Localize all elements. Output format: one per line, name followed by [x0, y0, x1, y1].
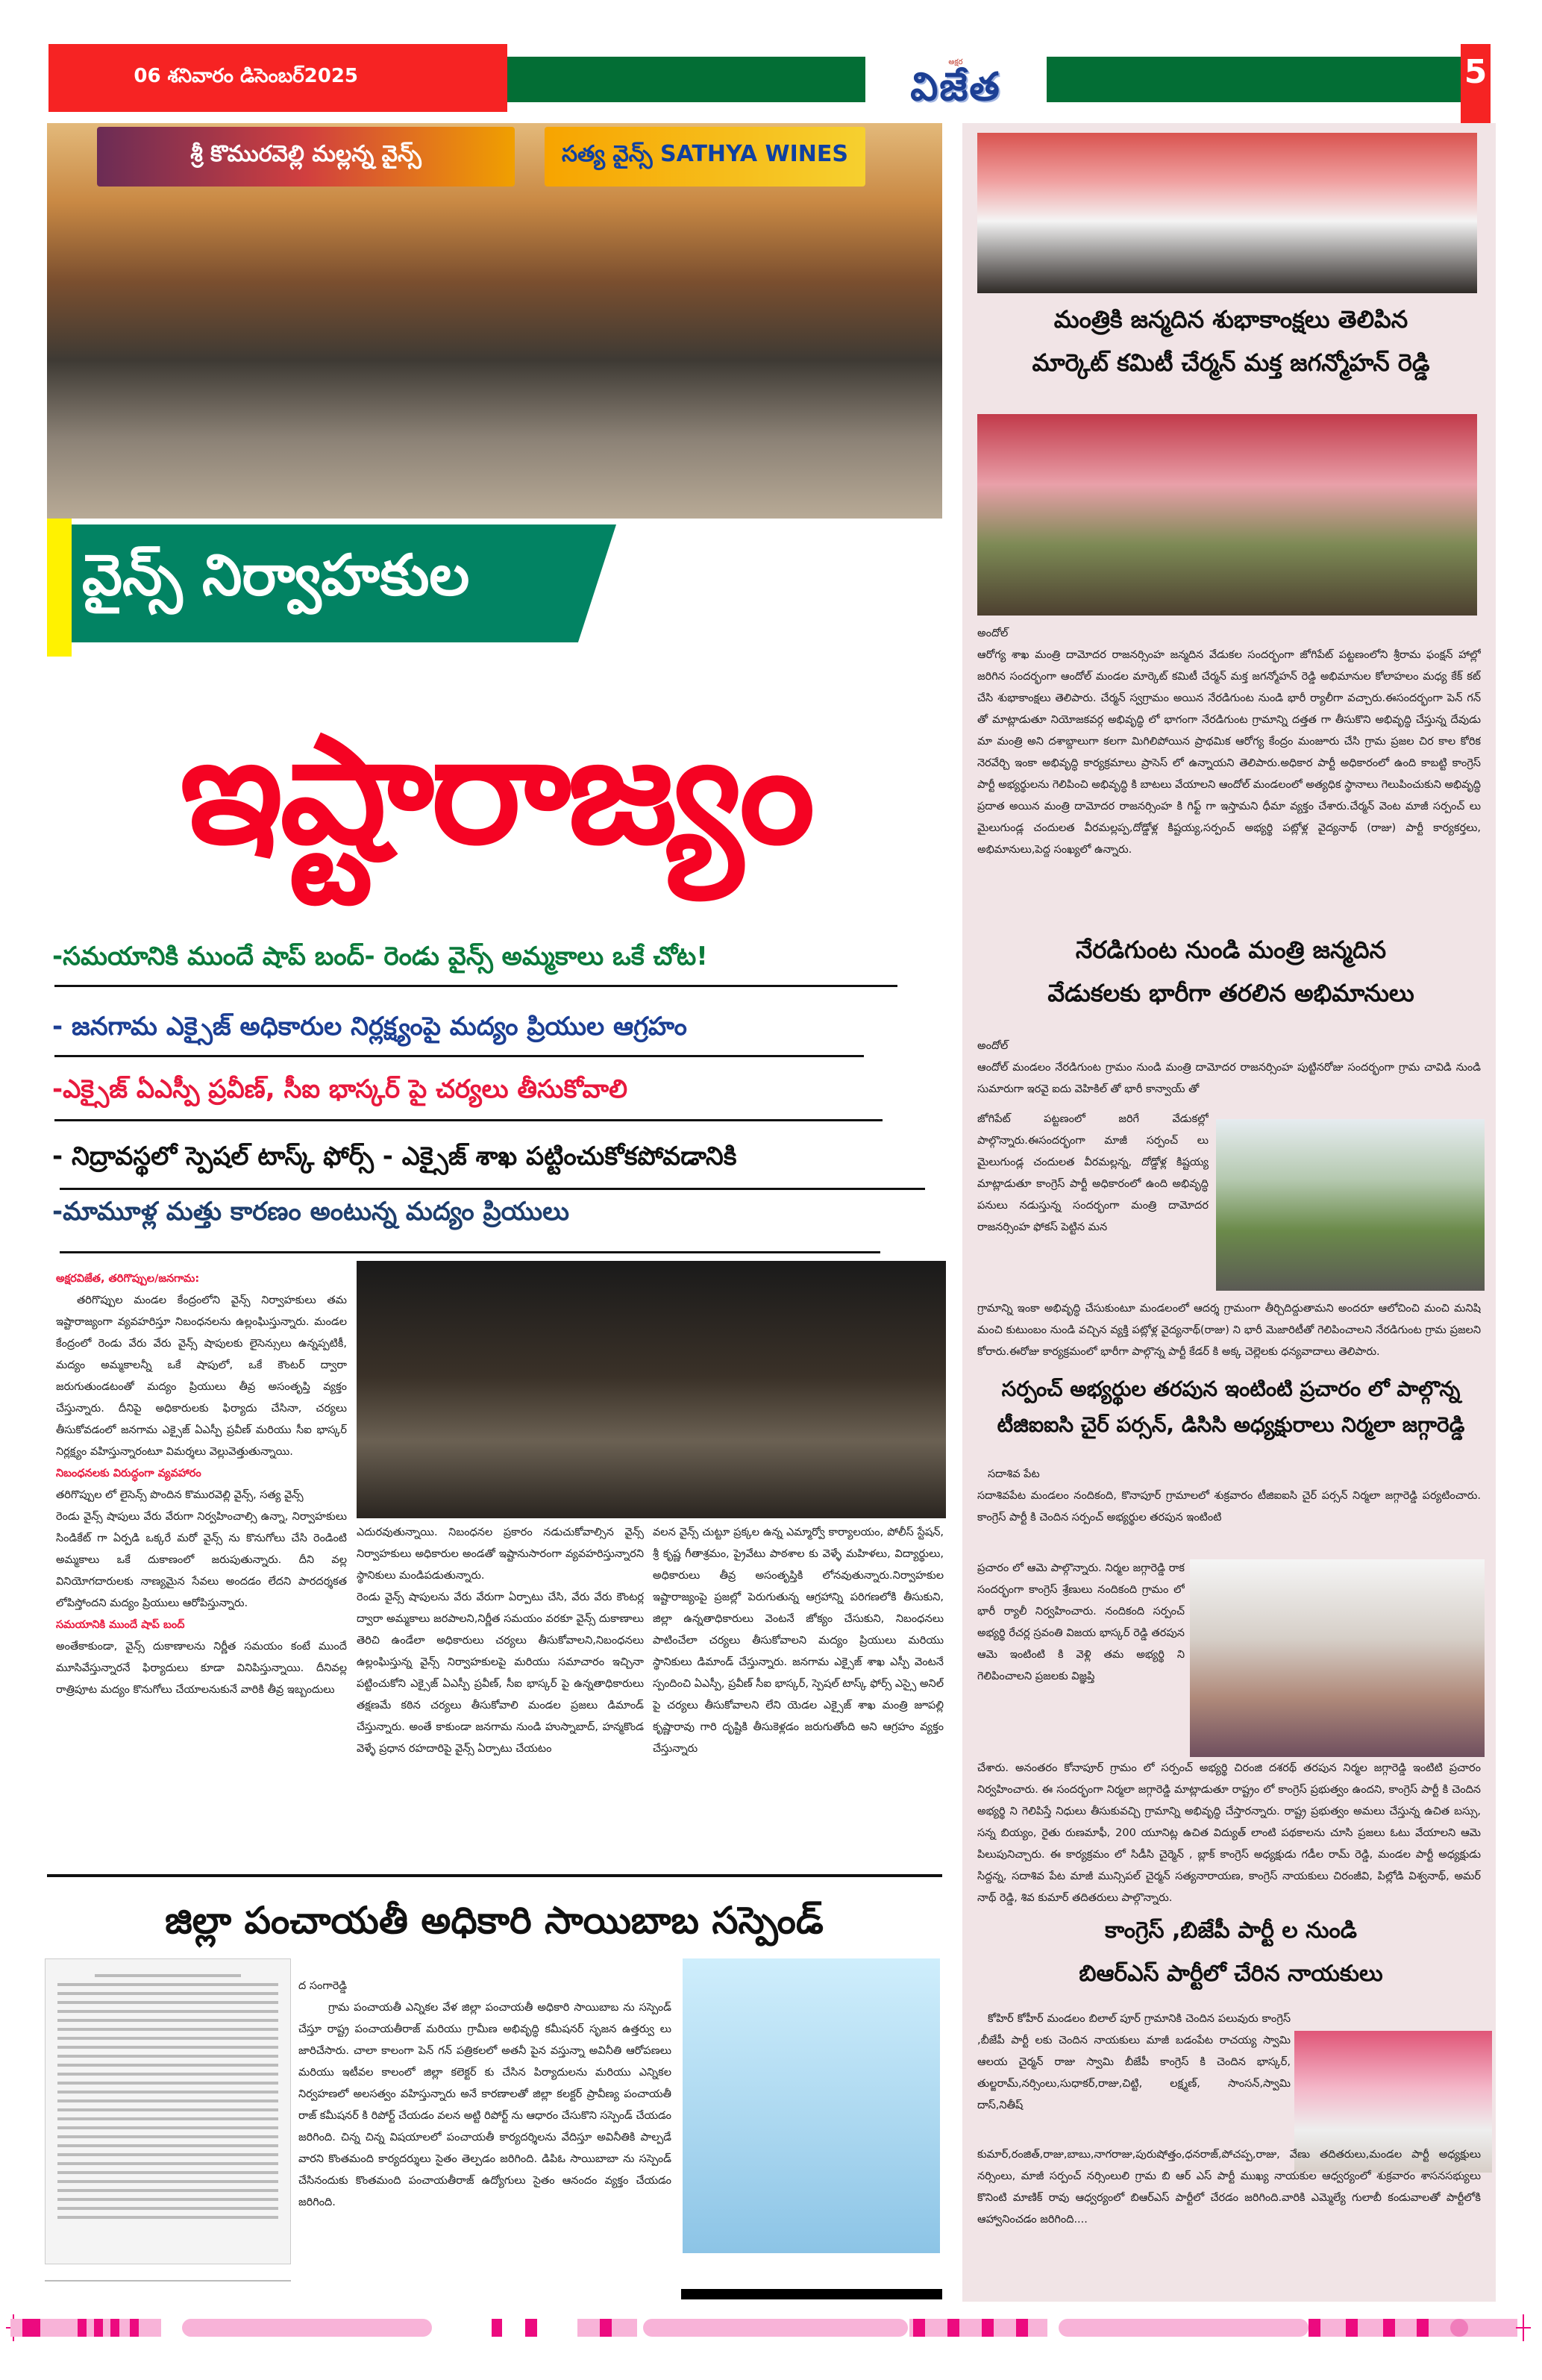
- wine-shop-night-photo: [357, 1261, 946, 1518]
- main-story-column-1: [56, 1268, 347, 1865]
- suspend-story-body: [298, 1976, 671, 2289]
- paragraph: తరిగొప్పుల మండల కేంద్రంలోని వైన్స్ నిర్వాహకులు తమ ఇష్టారాజ్యంగా వ్యవహరిస్తూ నిబంధనలను ఉల్లంఘిస్తున్నారు. మండల కేంద్రంలో రెండు వేరు వేరు వైన్స్ షాపులకు లైసెన్సులు ఉన్నప్పటికీ, మద్యం అమ్మకాలన్నీ ఒకే షాపులో, ఒకే కౌంటర్ ద్వారా జరుగుతుండటంతో మద్యం ప్రియులు తీవ్ర అసంతృప్తి వ్యక్తం చేస్తున్నారు. దీనిపై అధికారులకు ఫిర్యాదు చేసినా, చర్యలు తీసుకోవడంలో జనగామ ఎక్సైజ్ ఏఎస్పీ ప్రవీణ్ మరియు సీఐ భాస్కర్ నిర్లక్ష్యం వహిస్తున్నారంటూ విమర్శలు వెల్లువెత్తుతున్నాయి.: [56, 1294, 347, 1458]
- story2-body-bottom: [977, 1298, 1481, 1369]
- dateline: ద సంగారెడ్డి: [298, 1980, 348, 1992]
- story2-headline-line1: నేరడిగుంట నుండి మంత్రి జన్మదిన: [1075, 936, 1387, 964]
- suspend-headline: జిల్లా పంచాయతీ అధికారి సాయిబాబ సస్పెండ్: [165, 1899, 824, 1942]
- story2-body-top: [977, 1036, 1481, 1110]
- convoy-rally-photo: [1216, 1119, 1485, 1291]
- subhead-rule: [60, 1188, 925, 1190]
- story3-headline-line2: టీజిఐఐసి చైర్ పర్సన్, డిసిసి అధ్యక్షురాలు నిర్మలా జగ్గారెడ్డి: [997, 1412, 1465, 1437]
- section-divider: [47, 1874, 942, 1877]
- dateline: అక్షరవిజేత, తరిగొప్పుల/జనగామ:: [56, 1273, 200, 1285]
- market-committee-greetings-photo: [977, 133, 1477, 293]
- masthead-green-bar-left: [507, 57, 865, 102]
- paragraph: అంతేకాకుండా, వైన్స్ దుకాణాలను నిర్ణీత సమయం కంటే ముందే మూసివేస్తున్నారనే ఫిర్యాదులు కూడా వినిపిస్తున్నాయి. దీనివల్ల రాత్రిపూట మద్యం కొనుగోలు చేయాలనుకునే వారికి తీవ్ర ఇబ్బందులు: [56, 1641, 347, 1696]
- paragraph: రెండు వైన్స్ షాపులను వేరు వేరుగా ఏర్పాటు చేసి, వేరు వేరు కౌంటర్ల ద్వారా అమ్మకాలు జరపాలని,నిర్ణీత సమయం వరకూ వైన్స్ దుకాణాలు తెరిచి ఉండేలా అధికారులు చర్యలు తీసుకోవాలని,నిబంధనలు ఉల్లంఘిస్తున్న వైన్స్ నిర్వాహకులపై మరియు సమాచారం ఇచ్చినా పట్టించుకోని ఎక్సైజ్ ఏఎస్పీ ప్రవీణ్, సీఐ భాస్కర్ పై ఉన్నతాధికారులు తక్షణమే కఠిన చర్యలు తీసుకోవాలి మండల ప్రజలు డిమాండ్ చేస్తున్నారు. అంతే కాకుండా జనగామ నుండి హుస్నాబాద్, హన్మకొండ వెళ్ళే ప్రధాన రహదారిపై వైన్స్ ఏర్పాటు చేయటం: [357, 1591, 644, 1755]
- shop-sign-1: శ్రీ కొమురవెల్లి మల్లన్న వైన్స్: [97, 127, 515, 187]
- story4-body-wrap: [977, 2008, 1291, 2143]
- paragraph: ఆరోగ్య శాఖ మంత్రి దామోదర రాజనర్సింహ జన్మదిన వేడుకల సందర్భంగా జోగిపేట్ పట్టణంలోని శ్రీరామ ఫంక్షన్ హాల్లో జరిగిన సందర్భంగా ఆందోల్ మండల మార్కెట్ కమిటీ చేర్మన్ మక్త జగన్మోహన్ రెడ్డి అభిమానుల కోలాహలం మధ్య కేక్ కట్ చేసి శుభాకాంక్షలు తెలిపారు. చేర్మన్ స్వగ్రామం అయిన నేరడిగుంట నుండి భారీ ర్యాలీగా వచ్చారు.ఈసందర్భంగా పెన్ గన్ తో మాట్లాడుతూ నియోజకవర్గ అభివృద్ధి లో భాగంగా నేరడిగుంట గ్రామాన్ని దత్తత గా తీసుకొని అభివృద్ధి చేస్తున్న దేవుడు మా మంత్రి అని దశాబ్దాలుగా కలగా మిగిలిపోయిన ప్రాథమిక ఆరోగ్య కేంద్రం మంజూరు చేసి గ్రామ ప్రజల చిర కాల కోరిక నెరవేర్చి ఇంకా అభివృద్ధి కార్యక్రమాలు ప్రాసెస్ లో ఉన్నాయని తెలిపారు.అధికార పార్టీ అధికారంలో ఉంది కాబట్టి కాంగ్రెస్ పార్టీ అభ్యర్థులను గెలిపించి అభివృద్ధి కి బాటలు వేయాలని ఆందోల్ మండలంలో అత్యధిక స్థానాలు గెలుపించుకుని అభివృద్ధి ప్రదాత అయిన మంత్రి దామోదర రాజనర్సింహ కి గిఫ్ట్ గా ఇస్తామని ధీమా వ్యక్తం చేశారు.చేర్మన్ వెంట మాజీ సర్పంచ్ లు మైలుగుండ్ల చందులత వీరమల్లప్ప,దోడ్డోళ్ల కిష్టయ్య,సర్పంచ్ అభ్యర్థి పట్లోళ్ల వైద్యనాథ్ (రాజు) పార్టీ కార్యకర్తలు, అభిమానులు,పెద్ద సంఖ్యలో ఉన్నారు.: [977, 649, 1481, 856]
- photo-caption-bar: [681, 2289, 942, 2299]
- masthead-green-bar-right: [1047, 57, 1461, 102]
- kicker-accent-strip: [47, 519, 72, 657]
- story3-body-top: [977, 1464, 1481, 1557]
- subhead-4: - నిద్రావస్థలో స్పెషల్ టాస్క్ ఫోర్స్ - ఎక్సైజ్ శాఖ పట్టించుకోకపోవడానికి: [52, 1142, 737, 1171]
- paragraph: జోగిపేట్ పట్టణంలో జరిగే వేడుకల్లో పాల్గొన్నారు.ఈసందర్భంగా మాజీ సర్పంచ్ లు మైలుగుండ్ల చందులత వీరమల్లన్న, దోడ్డోళ్ల కిష్టయ్య మాట్లాడుతూ కాంగ్రెస్ పార్టీ అధికారంలో ఉంది అభివృద్ధి పనులు నడుస్తున్న సందర్భంగా మంత్రి దామోదర రాజనర్సింహ ఫోకస్ పెట్టిన మన: [977, 1113, 1209, 1233]
- birthday-celebration-photo: [977, 414, 1477, 616]
- main-story-column-3: [653, 1522, 944, 1865]
- paragraph: తరిగొప్పుల లో లైసెన్స్ పొందిన కొమురవెల్లి వైన్స్, సత్య వైన్స్: [56, 1489, 304, 1501]
- subhead-1: -సమయానికి ముందే షాప్ బంద్- రెండు వైన్స్ అమ్మకాలు ఒకే చోట!: [52, 942, 708, 971]
- story2-headline-line2: వేడుకలకు భారీగా తరలిన అభిమానులు: [1047, 979, 1414, 1007]
- document-underline: [45, 2280, 291, 2282]
- story3-body-wrap: [977, 1558, 1185, 1753]
- story1-headline-line1: మంత్రికి జన్మదిన శుభాకాంక్షలు తెలిపిన: [1053, 305, 1408, 333]
- story3-body-bottom: [977, 1758, 1481, 1907]
- page-number: 5: [1461, 44, 1491, 125]
- subhead-rule: [54, 1055, 864, 1057]
- story3-headline-line1: సర్పంచ్ అభ్యర్థుల తరపున ఇంటింటి ప్రచారం లో పాల్గొన్న: [1001, 1377, 1461, 1401]
- subhead-rule: [60, 1251, 880, 1253]
- main-story-column-2: [357, 1522, 644, 1865]
- subhead-rule: [54, 985, 897, 987]
- official-portrait-photo: [683, 1958, 940, 2253]
- story4-headline-line2: బిఆర్ఎస్ పార్టీలో చేరిన నాయకులు: [1079, 1961, 1383, 1987]
- subhead-5: -మామూళ్ల మత్తు కారణం అంటున్న మద్యం ప్రియులు: [52, 1197, 570, 1227]
- story2-body-wrap: [977, 1109, 1209, 1297]
- paragraph: సదాశివపేట మండలం నందికంది, కొనాపూర్ గ్రామాలలో శుక్రవారం టీజిఐఐసి చైర్ పర్సన్ నిర్మలా జగ్గారెడ్డి పర్యటించారు. కాంగ్రెస్ పార్టీ కి చెందిన సర్పంచ్ అభ్యర్థుల తరపున ఇంటింటి: [977, 1490, 1481, 1523]
- story1-headline-line2: మార్కెట్ కమిటీ చేర్మన్ మక్త జగన్మోహన్ రెడ్డి: [1032, 348, 1430, 377]
- shop-sign-2: సత్య వైన్స్ SATHYA WINES: [545, 127, 865, 187]
- crosshead: సమయానికి ముందే షాప్ బంద్: [56, 1619, 185, 1631]
- dateline: సదాశివ పేట: [988, 1468, 1040, 1480]
- paragraph: రెండు వైన్స్ షాపులు వేరు వేరుగా నిర్వహించాల్సి ఉన్నా, నిర్వాహకులు సిండికేట్ గా ఏర్పడి ఒక్కరే మరో వైన్స్ ను కొనుగోలు చేసి రెండింటి అమ్మకాలు ఒకే దుకాణంలో జరుపుతున్నారు. దీని వల్ల వినియోగదారులకు నాణ్యమైన సేవలు అందడం లేదని పారదర్శకత లోపిస్తోందని మద్యం ప్రియులు ఆరోపిస్తున్నారు.: [56, 1511, 347, 1609]
- issue-date: 06 శనివారం డిసెంబర్2025: [48, 44, 507, 112]
- door-to-door-campaign-photo: [1190, 1559, 1485, 1757]
- story1-body: [977, 623, 1481, 921]
- paragraph: కోహిర్ కోహీర్ మండలం బిలాల్ పూర్ గ్రామానికి చెందిన పలువురు కాంగ్రెస్ ,బీజేపీ పార్టీ లకు చెందిన నాయకులు మాజీ బడంపేట రాచయ్య స్వామి ఆలయ చైర్మన్ రాజు స్వామి బీజేపీ కాంగ్రెస్ కి చెందిన భాస్కర్, తుల్జరామ్,నర్సింలు,సుధాకర్,రాజు,చిట్టి, లక్ష్మణ్, సాంసన్,స్వామి దాస్,నితీష్: [977, 2013, 1291, 2111]
- dateline: అందోల్: [977, 1040, 1009, 1052]
- paragraph: ఆందోల్ మండలం నేరడిగుంట గ్రామం నుండి మంత్రి దామోదర రాజనర్సింహ పుట్టినరోజు సందర్భంగా గ్రామ చావిడి నుండి సుమారుగా ఇరవై ఐదు వెహికిల్ తో భారీ కాన్వాయ్ తో: [977, 1062, 1481, 1095]
- story4-headline-line1: కాంగ్రెస్ ,బిజేపీ పార్టీ ల నుండి: [1105, 1917, 1357, 1944]
- main-headline: ఇష్టారాజ్యం: [180, 707, 812, 874]
- suspension-order-document: [45, 1958, 291, 2264]
- bottom-decorative-bar: [10, 2319, 1532, 2337]
- paragraph: ఎదురవుతున్నాయి. నిబంధనల ప్రకారం నడుచుకోవాల్సిన వైన్స్ నిర్వాహకులు అధికారుల అండతో ఇష్టానుసారంగా వ్యవహరిస్తున్నారని స్థానికులు మండిపడుతున్నారు.: [357, 1526, 644, 1582]
- subhead-2: - జనగామ ఎక్సైజ్ అధికారుల నిర్లక్ష్యంపై మద్యం ప్రియుల ఆగ్రహం: [52, 1012, 687, 1042]
- subhead-rule: [54, 1119, 883, 1121]
- paragraph: చేశారు. అనంతరం కోనాపూర్ గ్రామం లో సర్పంచ్ అభ్యర్థి చిరంజి దశరథ్ తరపున నిర్మల జగ్గారెడ్డి ఇంటిటి ప్రచారం నిర్వహించారు. ఈ సందర్భంగా నిర్మలా జగ్గారెడ్డి మాట్లాడుతూ రాష్ట్రం లో కాంగ్రెస్ ప్రభుత్వం ఉందని, కాంగ్రెస్ పార్టీ కి చెందిన అభ్యర్థి ని గెలిపిస్తే నిధులు తీసుకువచ్చి గ్రామాన్ని అభివృద్ధి చేస్తారన్నారు. రాష్ట్ర ప్రభుత్వం అమలు చేస్తున్న ఉచిత బస్సు, సన్న బియ్యం, రైతు రుణమాఫీ, 200 యూనిట్ల ఉచిత విద్యుత్ లాంటి పథకాలను చూసి ప్రజలు ఓటు వేయాలని ఆమె పిలుపునిచ్చారు. ఈ కార్యక్రమం లో సిడీసి చైర్మెన్ , బ్లాక్ కాంగ్రెస్ అధ్యక్షుడు గడీల రామ్ రెడ్డి, మండల పార్టీ అధ్యక్షుడు సిద్దన్న, సదాశివ పేట మాజీ మున్సిపల్ చైర్మన్ సత్యనారాయణ, కాంగ్రెస్ నాయకులు చిరంజీవి, పిల్లోడి విశ్వనాథ్, అమర్ నాథ్ రెడ్డి, శివ కుమార్ తదితరులు పాల్గొన్నారు.: [977, 1762, 1481, 1904]
- kicker-text: వైన్స్ నిర్వాహకుల: [82, 542, 470, 608]
- paragraph: గ్రామాన్ని ఇంకా అభివృద్ధి చేసుకుంటూ మండలంలో ఆదర్శ గ్రామంగా తీర్చిదిద్దుతామని అందరూ ఆలోచించి మంచి మనిషి మంచి కుటుంబం నుండి వచ్చిన వ్యక్తి పట్లోళ్ల వైద్యనాథ్(రాజు) ని భారీ మెజారిటీతో గెలిపించాలని నేరడిగుంట గ్రామ ప్రజలని కోరారు.ఈరోజు కార్యక్రమంలో భారీగా పాల్గొన్న పార్టీ కేడర్ కి అక్క చెల్లెలకు ధన్యవాదాలు తెలిపారు.: [977, 1303, 1481, 1358]
- logo-title: విజేత: [910, 65, 1001, 110]
- crosshead: నిబంధనలకు విరుద్ధంగా వ్యవహారం: [56, 1468, 201, 1479]
- subhead-3: -ఎక్సైజ్ ఏఎస్పీ ప్రవీణ్, సీఐ భాస్కర్ పై చర్యలు తీసుకోవాలి: [52, 1074, 628, 1104]
- paragraph: ప్రచారం లో ఆమె పాల్గొన్నారు. నిర్మల జగ్గారెడ్డి రాక సందర్భంగా కాంగ్రెస్ శ్రేణులు నందికంది గ్రామం లో భారీ ర్యాలీ నిర్వహించారు. నందికంది సర్పంచ్ అభ్యర్థి రేచర్ల స్రవంతి విజయ భాస్కర్ రెడ్డి తరపున ఆమె ఇంటింటి కి వెళ్లి తమ అభ్యర్థి ని గెలిపించాలని ప్రజలకు విజ్ఞప్తి: [977, 1562, 1185, 1682]
- logo-prefix: అక్షర: [948, 58, 963, 66]
- registration-mark-icon: [1516, 2314, 1531, 2341]
- dateline: అందోల్: [977, 627, 1009, 639]
- paragraph: వలన వైన్స్ చుట్టూ ప్రక్కల ఉన్న ఎమ్మార్వో కార్యాలయం, పోలీస్ స్టేషన్, శ్రీ కృష్ణ గీతాశ్రమం, ప్రైవేటు పాఠశాల కు వెళ్ళే మహిళలు, విద్యార్థులు, అధికారులు తీవ్ర అసంతృప్తికి లోనవుతున్నారు.నిర్వాహకుల ఇష్టారాజ్యంపై ప్రజల్లో పెరుగుతున్న ఆగ్రహాన్ని పరిగణలోకి తీసుకుని, జిల్లా ఉన్నతాధికారులు వెంటనే జోక్యం చేసుకుని, నిబంధనలు పాటించేలా చర్యలు తీసుకోవాలని మద్యం ప్రియులు మరియు స్థానికులు డిమాండ్ చేస్తున్నారు. జనగామ ఎక్సైజ్ శాఖ ఎస్పీ వెంటనే స్పందించి ఏఎస్పీ, ప్రవీణ్ సీఐ భాస్కర్, స్పెషల్ టాస్క్ ఫోర్స్ ఎస్సై అనిల్ పై చర్యలు తీసుకోవాలని లేని యెడల ఎక్సైజ్ శాఖ మంత్రి జూపల్లి కృష్ణారావు గారి దృష్టికి తీసుకెళ్లడం జరుగుతోంది అని ఆగ్రహం వ్యక్తం చేస్తున్నారు: [653, 1526, 944, 1755]
- paragraph: కుమార్,రంజిత్,రాజు,బాబు,నాగరాజు,పురుషోత్తం,ధనరాజ్,పోచప్ప,రాజు, వేణు తదితరులు,మండల పార్టీ అధ్యక్షులు నర్సింలు, మాజీ సర్పంచ్ నర్సింలులి గ్రామ బి ఆర్ ఎస్ పార్టీ ముఖ్య నాయకుల ఆధ్వర్యంలో శుక్రవారం శాసనసభ్యులు కొనింటి మాణిక్ రావు ఆధ్వర్యంలో బిఆర్ఎస్ పార్టీలో చేరడం జరిగింది.వారికి ఎమ్మెల్యే గులాబీ కండువాలతో పార్టీలోకి ఆహ్వానించడం జరిగింది....: [977, 2149, 1481, 2226]
- story4-body-bottom: [977, 2144, 1481, 2275]
- paragraph: గ్రామ పంచాయతీ ఎన్నికల వేళ జిల్లా పంచాయతీ అధికారి సాయిబాబ ను సస్పెండ్ చేస్తూ రాష్ట్ర పంచాయతీరాజ్ మరియు గ్రామీణ అభివృద్ధి కమీషనర్ సృజన ఉత్తర్వు లు జారిచేసారు. చాలా కాలంగా పెన్ గన్ పత్రికలలో అతనీ పైన వస్తున్నా అవినీతి ఆరోపణలు మరియు ఇటీవల కాలంలో జిల్లా కలెక్టర్ కు చేసిన పిర్యాదులను మరియు ఎన్నికల నిర్వహణలో అలసత్వం వహిస్తున్నారు అనే కారణాలతో జిల్లా కలక్టర్ ప్రావీణ్య పంచాయతీ రాజ్ కమీషనర్ కి రిపోర్ట్ చేయడం వలన అట్టి రిపోర్ట్ ను ఆధారం చేసుకొని సస్పెండ్ చేయడం జరిగింది. చిన్న చిన్న విషయాలలో పంచాయతీ కార్యదర్శిలను వేదిస్తూ అవినీతికి పాల్పడే వారని కొంతమంది కార్యదర్శులు సైతం తెల్పడం జరిగింది. డిపిఓ సాయిబాబా ను సస్పెండ్ చేసినందుకు కొంతమంది పంచాయతీరాజ్ ఉద్యోగులు సైతం ఆనందం వ్యక్తం చేయడం జరిగింది.: [298, 2002, 671, 2208]
- newspaper-logo: [868, 48, 1044, 116]
